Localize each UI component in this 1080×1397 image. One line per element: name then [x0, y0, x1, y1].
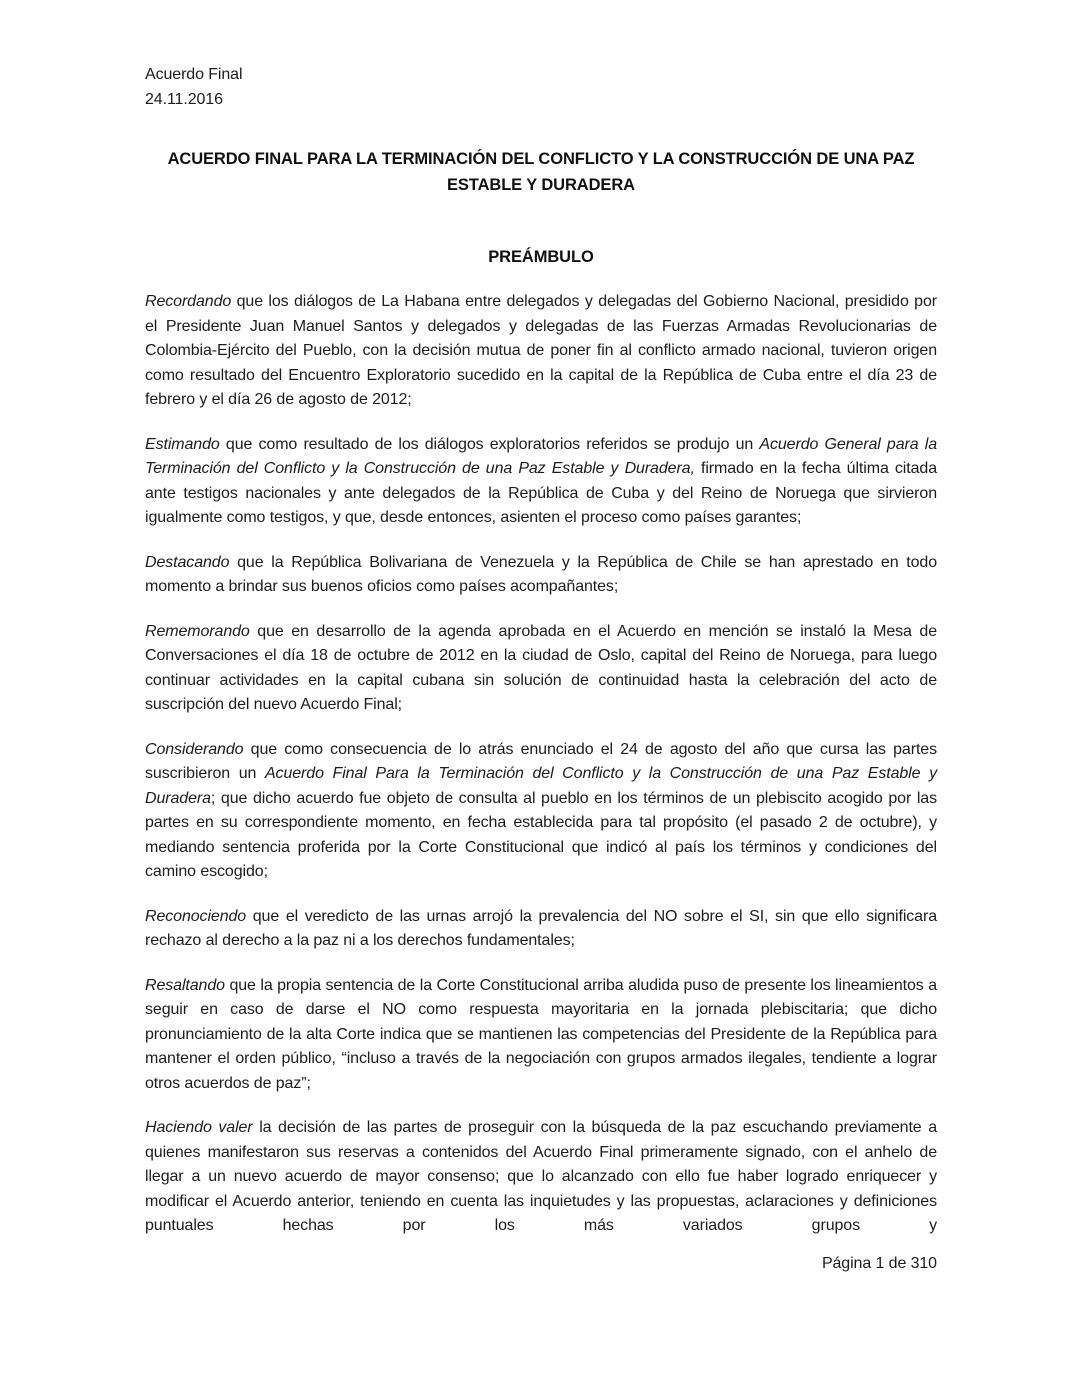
- page-number: Página 1 de 310: [821, 1254, 937, 1272]
- paragraph-rememorando: Rememorando que en desarrollo de la agenda aprobada en el Acuerdo en mención se instaló la Mesa de Conversaciones el día 18 de octubre de 2012 en la ciudad de Oslo, capital del Reino de Noruega, para luego continuar actividades en la capital cubana sin solución de continuidad hasta la celebración del acto de suscripción del nuevo Acuerdo Final;: [145, 622, 937, 713]
- header-date: 24.11.2016: [145, 91, 223, 108]
- document-title-line-2: ESTABLE Y DURADERA: [447, 176, 635, 194]
- paragraph-resaltando: Resaltando que la propia sentencia de la Corte Constitucional arriba aludida puso de presente los lineamientos a seguir en caso de darse el NO como respuesta mayoritaria en la jornada plebiscitaria; que dicho pronunciamiento de la alta Corte indica que se mantienen las competencias del Presidente de la República para mantener el orden público, “incluso a través de la negociación con grupos armados ilegales, tendiente a lograr otros acuerdos de paz”;: [145, 976, 937, 1092]
- paragraph-considerando: Considerando que como consecuencia de lo atrás enunciado el 24 de agosto del año que cursa las partes suscribieron un Acuerdo Final Para la Terminación del Conflicto y la Construcción de una Paz Estable y Duradera; que dicho acuerdo fue objeto de consulta al pueblo en los términos de un plebiscito acogido por las partes en su correspondiente momento, en fecha establecida para tal propósito (el pasado 2 de octubre), y mediando sentencia proferida por la Corte Constitucional que indicó al país los términos y condiciones del camino escogido;: [145, 740, 937, 880]
- page-footer: [145, 1251, 937, 1276]
- header-doc-name: Acuerdo Final: [145, 66, 243, 83]
- preamble-heading: PREÁMBULO: [488, 248, 594, 266]
- document-title-line-1: ACUERDO FINAL PARA LA TERMINACIÓN DEL CONFLICTO Y LA CONSTRUCCIÓN DE UNA PAZ: [167, 150, 915, 168]
- paragraph-recordando: Recordando que los diálogos de La Habana entre delegados y delegadas del Gobierno Nacional, presidido por el Presidente Juan Manuel Santos y delegados y delegadas de las Fuerzas Armadas Revolucionarias de Colombia-Ejército del Pueblo, con la decisión mutua de poner fin al conflicto armado nacional, tuvieron origen como resultado del Encuentro Exploratorio sucedido en la capital de la República de Cuba entre el día 23 de febrero y el día 26 de agosto de 2012;: [145, 293, 937, 408]
- document-header: [145, 62, 937, 112]
- paragraph-haciendo-valer: Haciendo valer la decisión de las partes de proseguir con la búsqueda de la paz escuchando previamente a quienes manifestaron sus reservas a contenidos del Acuerdo Final primeramente signado, con el anhelo de llegar a un nuevo acuerdo de mayor consenso; que lo alcanzado con ello fue haber logrado enriquecer y modificar el Acuerdo anterior, teniendo en cuenta las inquietudes y las propuestas, aclaraciones y definiciones puntuales hechas por los más variados grupos y: [145, 1119, 938, 1234]
- paragraph-destacando: Destacando que la República Bolivariana de Venezuela y la República de Chile se han aprestado en todo momento a brindar sus buenos oficios como países acompañantes;: [145, 553, 937, 595]
- paragraph-estimando: Estimando que como resultado de los diálogos exploratorios referidos se produjo un Acuerdo General para la Terminación del Conflicto y la Construcción de una Paz Estable y Duradera, firmado en la fecha última citada ante testigos nacionales y ante delegados de la República de Cuba y del Reino de Noruega que sirvieron igualmente como testigos, y que, desde entonces, asienten el proceso como países garantes;: [145, 435, 938, 526]
- document-title: [145, 146, 937, 198]
- paragraph-reconociendo: Reconociendo que el veredicto de las urnas arrojó la prevalencia del NO sobre el SI, sin que ello significara rechazo al derecho a la paz ni a los derechos fundamentales;: [145, 907, 937, 949]
